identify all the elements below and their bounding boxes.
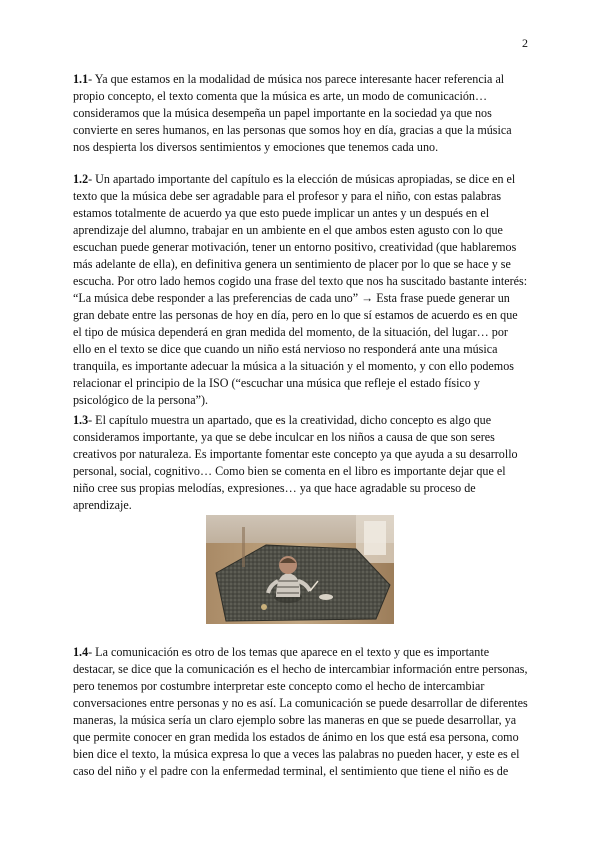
paragraph-1-4: [73, 644, 528, 780]
baby-on-rug-photo: [206, 515, 394, 624]
paragraph-1-3: [73, 412, 528, 514]
paragraph-label: 1.3: [73, 413, 89, 427]
paragraph-1-1: [73, 71, 528, 156]
paragraph-label: 1.2: [73, 172, 89, 186]
paragraph-text: - El capítulo muestra un apartado, que es la creatividad, dicho concepto es algo que consideramos importante, ya que se debe inculcar en los niños a causa de que son seres creativos por naturaleza. Es importante fomentar este concepto ya que ayuda a su desarrollo personal, social, cognitivo… Como bien se comenta en el libro es importante dejar que el niño cree sus propias melodías, expresiones… ya que hace agradable su proceso de aprendizaje.: [73, 413, 518, 512]
paragraph-text: - Ya que estamos en la modalidad de música nos parece interesante hacer referencia al propio concepto, el texto comenta que la música es arte, un modo de comunicación… consideramos que la música desempeña un papel importante en la sociedad ya que nos convierte en seres humanos, en las personas que somos hoy en día, gracias a que la música nos despierta los diversos sentimientos y emociones que tenemos cada uno.: [73, 72, 512, 154]
paragraph-label: 1.1: [73, 72, 89, 86]
paragraph-label: 1.4: [73, 645, 89, 659]
paragraph-text: - La comunicación es otro de los temas que aparece en el texto y que es importante destacar, se dice que la comunicación es el hecho de intercambiar información entre personas, pero tenemos por costumbre interpretar este concepto como el hecho de intercambiar conversaciones entre personas y no es así. La comunicación se puede desarrollar de diferentes maneras, la música sería un claro ejemplo sobre las maneras en que se puede desarrollar, ya que permite conocer en gran medida los estados de ánimo en los que está esa persona, como bien dice el texto, la música expresa lo que a veces las palabras no pueden hacer, y este es el caso del niño y el padre con la enfermedad terminal, el sentimiento que tiene el niño es de: [73, 645, 528, 778]
paragraph-text: - Un apartado importante del capítulo es la elección de músicas apropiadas, se dice en el texto que la música debe ser agradable para el profesor y para el niño, con estas palabras estamos totalmente de acuerdo ya que esto puede implicar un antes y un después en el aprendizaje del alumno, trabajar en un ambiente en el que ambos esten agusto con lo que escuchan puede generar motivación, tener un entorno positivo, creatividad (que hablaremos más adelante de ella), en definitiva genera un sentimiento de placer por lo que se hace y se escucha. Por otro lado hemos cogido una frase del texto que nos ha suscitado bastante interés: “La música debe responder a las preferencias de cada uno” → Esta frase puede generar un gran debate entre las personas de hoy en día, pero en lo que sí estamos de acuerdo es en que el tipo de música dependerá en gran medida del momento, de la situación, del lugar… por ello en el texto se dice que cuando un niño está nervioso no responderá ante una música tranquila, es importante adecuar la música a la situación y el momento, y con ello podemos relacionar el principio de la ISO (“escuchar una música que refleje el estado físico y psicológico de la persona”).: [73, 172, 528, 407]
page-number: 2: [522, 36, 528, 50]
paragraph-1-2: [73, 171, 528, 409]
